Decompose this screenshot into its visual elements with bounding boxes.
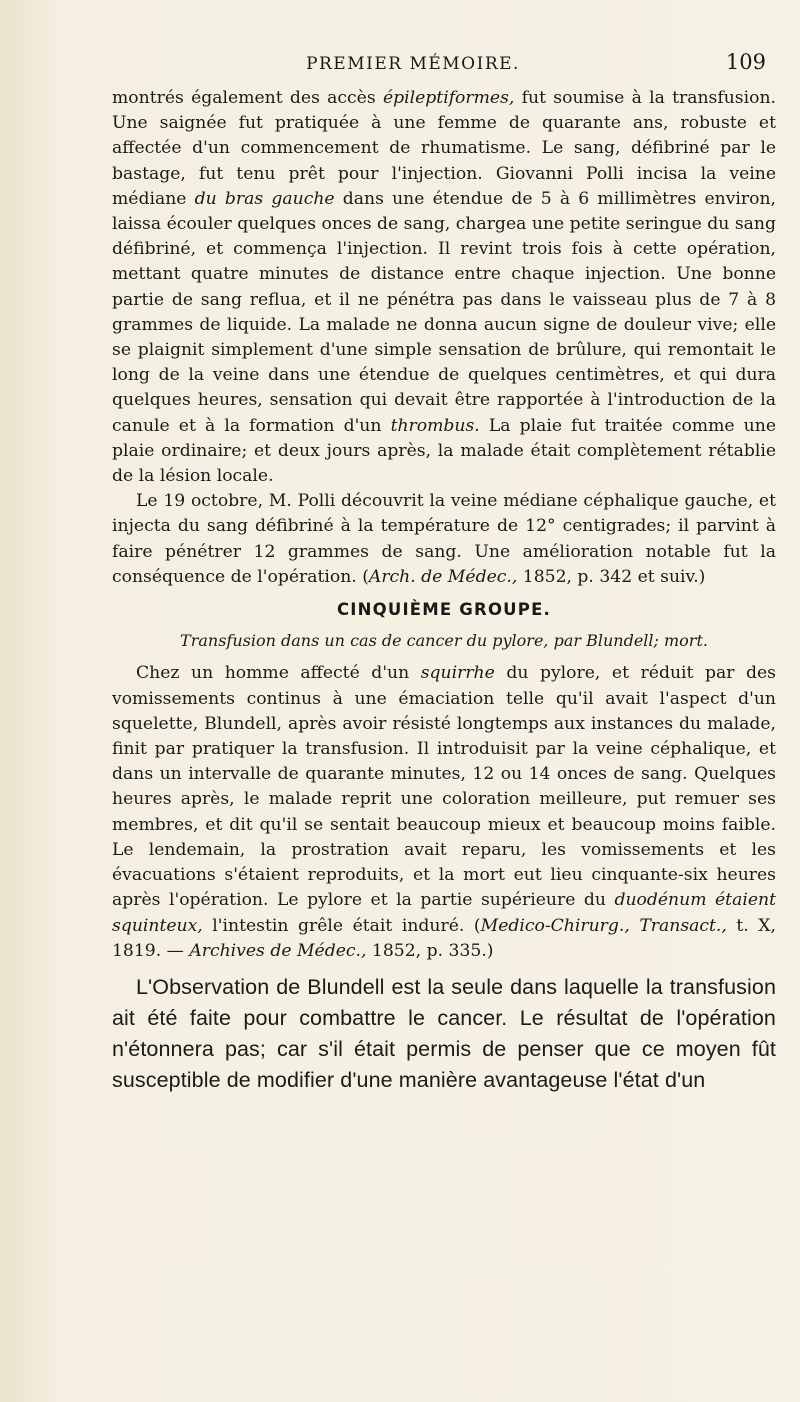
italic-term: thrombus.	[390, 415, 480, 436]
text-run: montrés également des accès	[112, 88, 383, 108]
paragraph-observation-blundell: L'Observation de Blundell est la seule dans laquelle la transfusion ait été faite pour combattre le cancer. Le résultat de l'opération n'étonnera pas; car s'il était permis de penser que ce moyen fût susceptible de modifier d'une manière avantageuse l'état d'un	[112, 974, 776, 1092]
text-run: La plaie fut traitée comme une plaie ordinaire; et deux jours après, la malade était complètement rétablie de la lésion locale.	[112, 415, 776, 487]
paragraph-blundell-case	[112, 661, 776, 963]
text-run: du pylore, et réduit par des vomissements continus à une émaciation telle qu'il avait l'aspect d'un squelette, Blundell, après avoir résisté longtemps aux instances du malade, finit par pratiquer la transfusion. Il introduisit par la veine céphalique, et dans un intervalle de quarante minutes, 12 ou 14 onces de sang. Quelques heures après, le malade reprit une coloration meilleure, put remuer ses membres, et dit qu'il se sentait beaucoup mieux et beaucoup moins faible. Le lendemain, la prostration avait reparu, les vomissements et les évacuations s'étaient reproduits, et la mort eut lieu cinquante-six heures après l'opération. Le pylore et la partie supérieure du	[112, 663, 776, 911]
italic-term: du bras gauche	[194, 188, 335, 209]
text-run: 1852, p. 342 et suiv.)	[517, 566, 706, 587]
italic-citation: Arch. de Médec.,	[368, 566, 518, 587]
text-run: t. X, 1819. —	[112, 915, 777, 961]
italic-term: squirrhe	[420, 663, 495, 684]
text-run: fut soumise à la transfusion. Une saignée fut pratiquée à une femme de quarante ans, robuste et affectée d'un commencement de rhumatisme. Le sang, défibriné par le bastage, fut tenu prêt pour l'injection. Giovanni Polli incisa la veine médiane	[112, 88, 776, 209]
italic-term: duodénum étaient squinteux,	[112, 890, 776, 936]
italic-citation: Medico-Chirurg., Transact.,	[480, 915, 727, 936]
text-run: 1852, p. 335.)	[366, 940, 494, 961]
text-run: dans une étendue de 5 à 6 millimètres environ, laissa écouler quelques onces de sang, chargea une petite seringue du sang défibriné, et commença l'injection. Il revint trois fois à cette opération, mettant quatre minutes de distance entre chaque injection. Une bonne partie de sang reflua, et il ne pénétra pas dans le vaisseau plus de 7 à 8 grammes de liquide. La malade ne donna aucun signe de douleur vive; elle se plaignit simplement d'une simple sensation de brûlure, qui remontait le long de la veine dans une étendue de quelques centimètres, et qui dura quelques heures, sensation qui devait être rapportée à l'introduction de la canule et à la formation d'un	[112, 188, 776, 436]
page-number: 109	[725, 50, 766, 74]
section-subheading: Transfusion dans un cas de cancer du pylore, par Blundell; mort.	[180, 631, 708, 651]
text-run: Le 19 octobre, M. Polli découvrit la veine médiane céphalique gauche, et injecta du sang défibriné à la température de 12° centigrades; il parvint à faire pénétrer 12 grammes de sang. Une amélioration notable fut la conséquence de l'opération. (	[112, 491, 776, 587]
text-run: Chez un homme affecté d'un	[136, 663, 421, 684]
body-text	[112, 86, 776, 1096]
text-run: l'intestin grêle était induré. (	[202, 915, 481, 936]
italic-term: épileptiformes,	[382, 88, 515, 108]
page-header	[60, 48, 766, 82]
running-title: PREMIER MÉMOIRE.	[306, 54, 520, 74]
paragraph-19-octobre	[112, 489, 776, 590]
paragraph-transfusion-polli	[112, 86, 776, 489]
italic-citation: Archives de Médec.,	[189, 940, 367, 961]
section-heading: CINQUIÈME GROUPE.	[336, 600, 552, 620]
